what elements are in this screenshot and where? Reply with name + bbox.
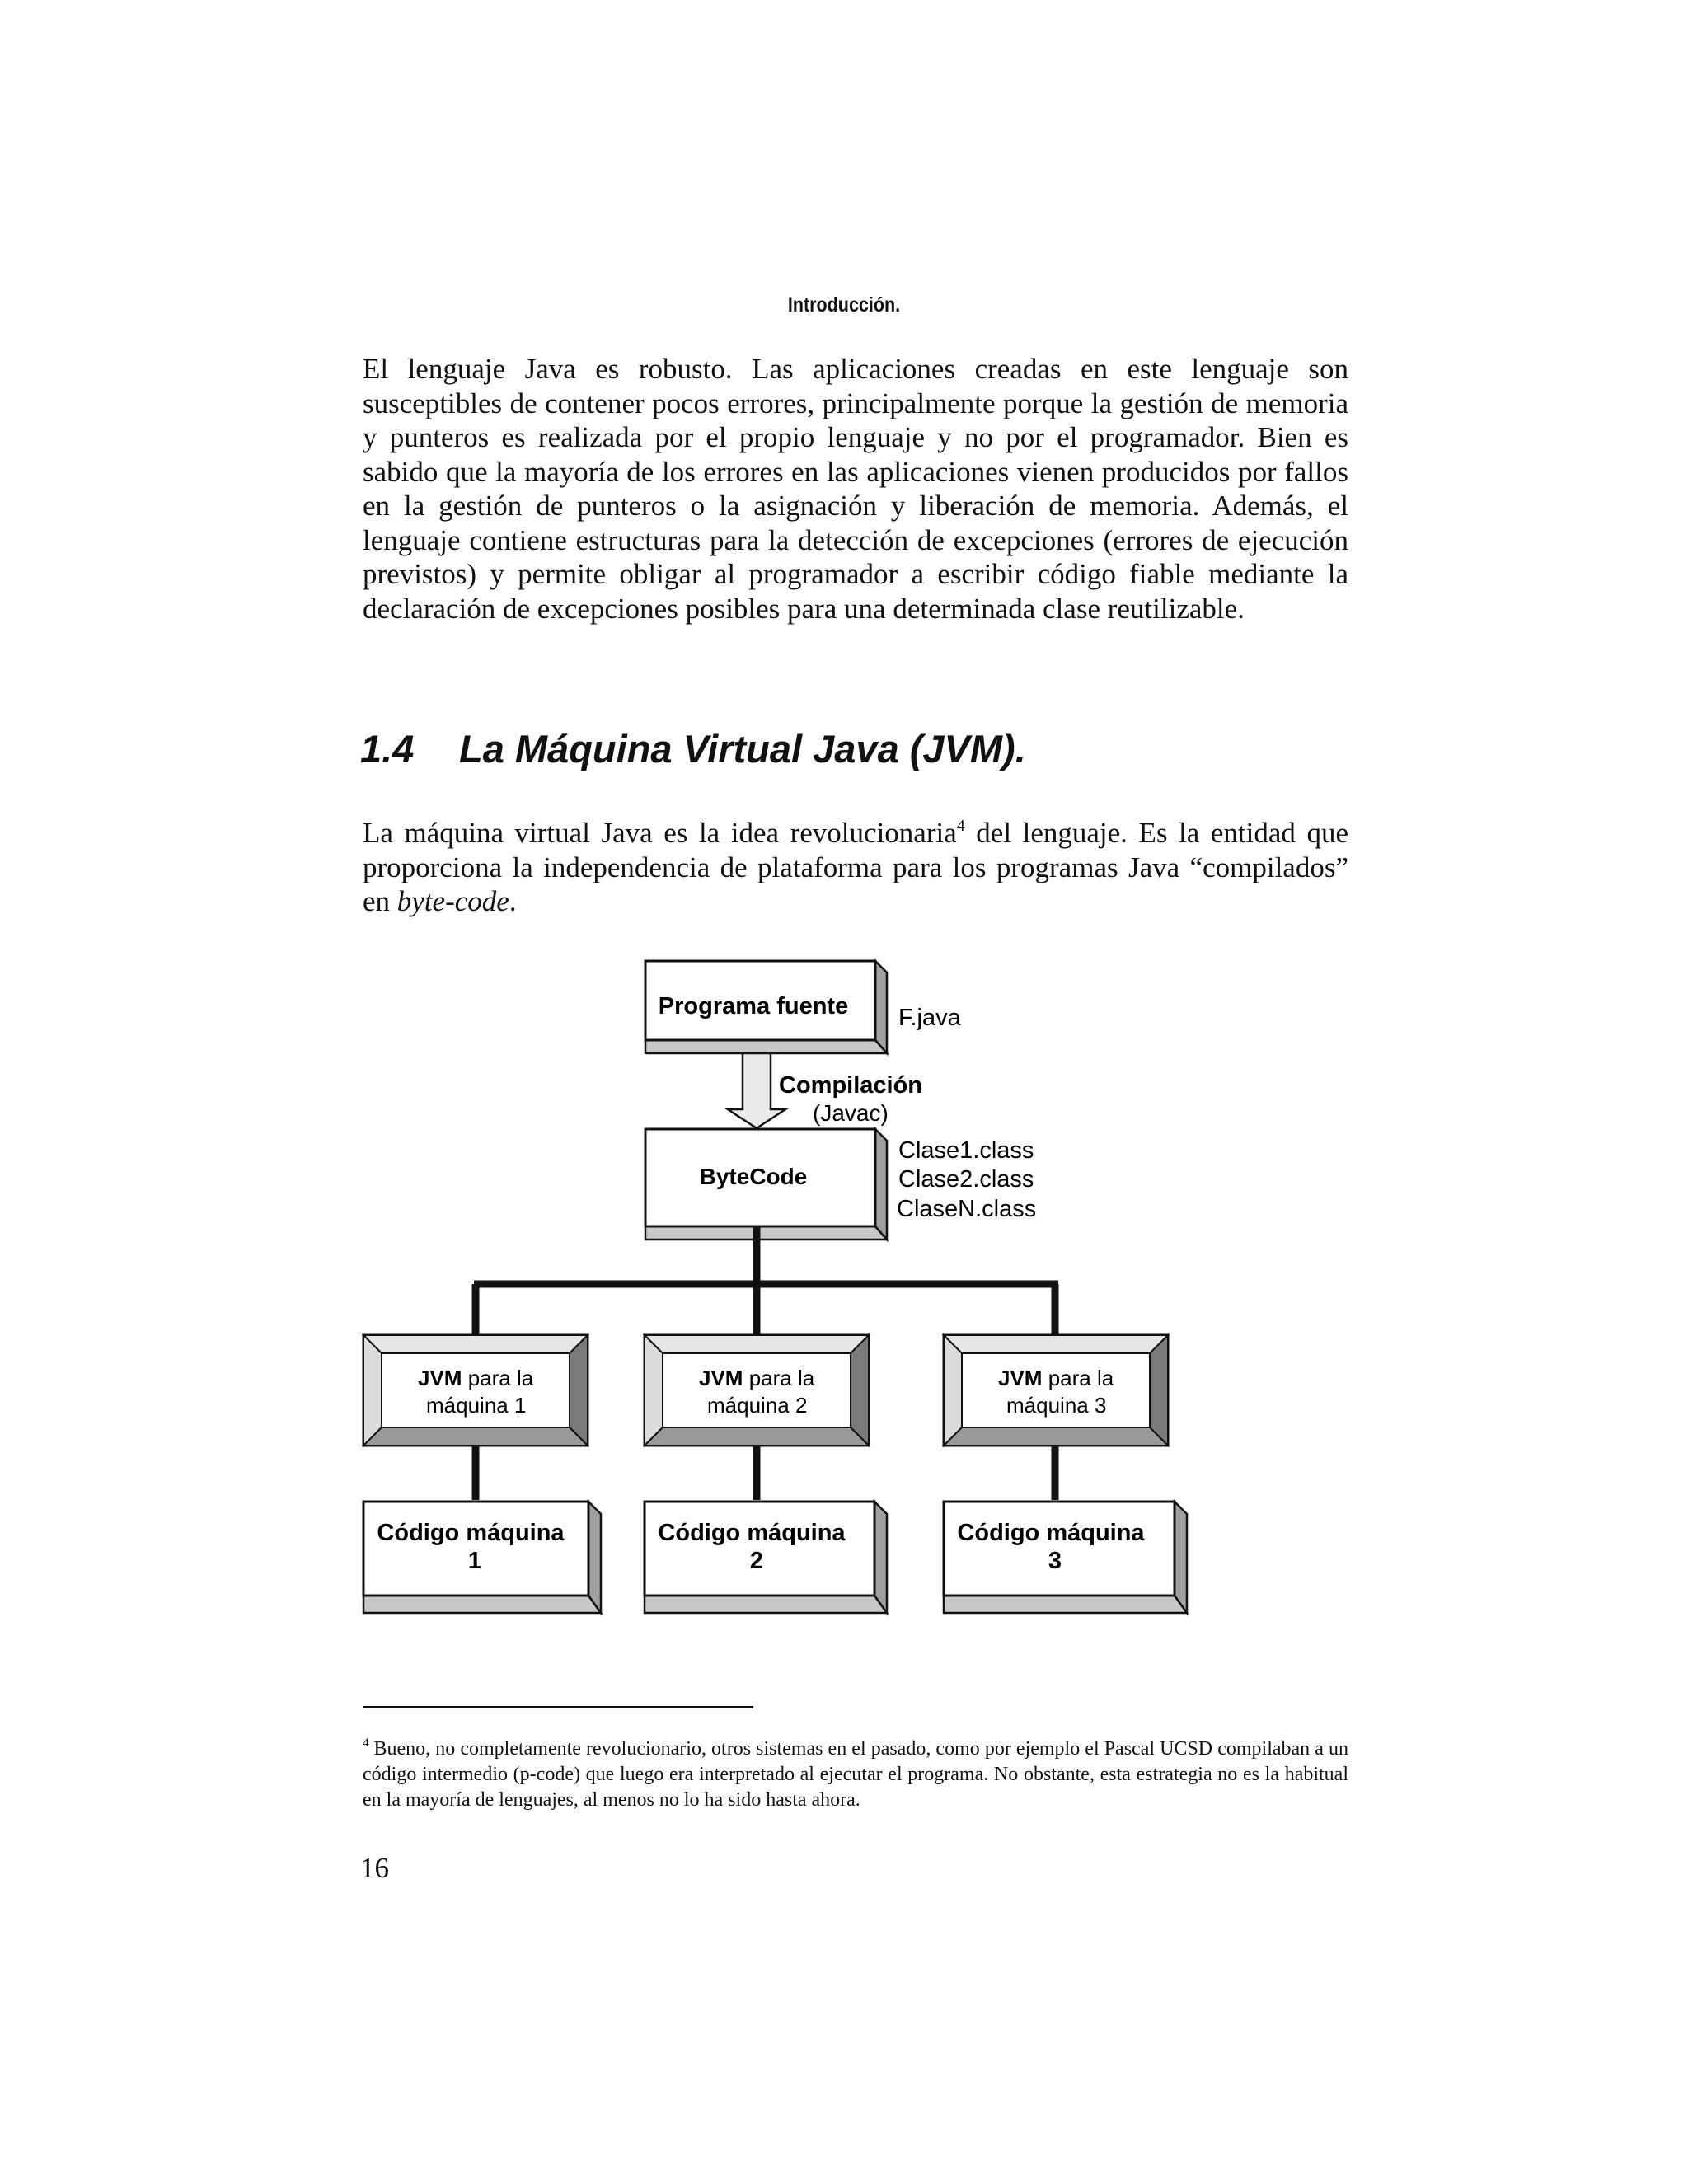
jvm-box-3 — [944, 1335, 1168, 1446]
machine-code-label: Código máquina — [377, 1520, 565, 1546]
running-header: Introducción. — [787, 293, 901, 316]
svg-text:JVM para la — [998, 1366, 1114, 1390]
footnote-separator — [363, 1706, 753, 1708]
footnote-text: Bueno, no completamente revolucionario, otros sistemas en el pasado, como por ejemplo el Pascal UCSD compilaban a un código intermedio (p-code) que luego era interpretado al ejecutar el programa. No obstante, esta estrategia no es la habitual en la mayoría de lenguajes, al menos no lo ha sido hasta ahora. — [363, 1738, 1348, 1811]
jvm-label: JVM — [998, 1366, 1043, 1390]
jvm-for-label: para la — [1042, 1366, 1114, 1390]
section-number: 1.4 — [360, 727, 415, 771]
compilation-arrow — [728, 1053, 785, 1128]
bytecode-box — [645, 1129, 887, 1240]
machine-code-label: Código máquina — [658, 1520, 846, 1546]
svg-text:JVM para la — [418, 1366, 534, 1390]
jvm-for-label: para la — [462, 1366, 534, 1390]
footnote — [363, 1736, 1348, 1813]
machine-code-number: 2 — [749, 1548, 764, 1574]
jvm-box-2 — [645, 1335, 869, 1446]
jvm-machine-label: máquina 2 — [707, 1393, 808, 1418]
jvm-label: JVM — [418, 1366, 462, 1390]
machine-code-box-1 — [363, 1502, 601, 1613]
bytecode-label: ByteCode — [699, 1164, 808, 1189]
footnote-reference: 4 — [956, 817, 965, 835]
body-paragraph-robustness: El lenguaje Java es robusto. Las aplicaciones creadas en este lenguaje son susceptibles de contener pocos errores, principalmente porque la gestión de memoria y punteros es realizada por el propio lenguaje y no por el programador. Bien es sabido que la mayoría de los errores en las aplicaciones vienen producidos por fallos en la gestión de punteros o la asignación y liberación de memoria. Además, el lenguaje contiene estructuras para la detección de excepciones (errores de ejecución previstos) y permite obligar al programador a escribir código fiable mediante la declaración de excepciones posibles para una determinada clase reutilizable. — [363, 353, 1348, 625]
jvm-machine-label: máquina 3 — [1006, 1393, 1107, 1418]
machine-code-box-3 — [944, 1502, 1187, 1613]
class-file-n: ClaseN.class — [897, 1196, 1037, 1222]
paragraph-text-part: . — [509, 885, 517, 917]
machine-code-label: Código máquina — [957, 1520, 1145, 1546]
class-file-2: Clase2.class — [898, 1166, 1034, 1193]
svg-text:JVM para la — [699, 1366, 815, 1390]
jvm-label: JVM — [699, 1366, 743, 1390]
source-program-label: Programa fuente — [658, 993, 849, 1019]
compiler-label: (Javac) — [813, 1100, 889, 1126]
section-title: La Máquina Virtual Java (JVM). — [459, 727, 1026, 771]
paragraph-text-part: La máquina virtual Java es la idea revolucionaria — [363, 817, 957, 849]
jvm-machine-label: máquina 1 — [426, 1393, 527, 1418]
paragraph-text-part: del lenguaje. Es la entidad que proporciona la independencia de plataforma para los programas Java “compilados” en — [363, 817, 1348, 917]
machine-code-box-2 — [645, 1502, 887, 1613]
machine-code-number: 3 — [1048, 1548, 1062, 1574]
jvm-for-label: para la — [743, 1366, 815, 1390]
source-file-label: F.java — [898, 1005, 961, 1031]
compilation-label: Compilación — [779, 1072, 923, 1099]
jvm-box-1 — [363, 1335, 588, 1446]
class-file-1: Clase1.class — [898, 1137, 1034, 1164]
page-number: 16 — [360, 1852, 389, 1884]
emphasized-term: byte-code — [396, 885, 509, 917]
footnote-number: 4 — [363, 1736, 369, 1750]
machine-code-number: 1 — [467, 1548, 482, 1574]
source-program-box — [645, 961, 887, 1053]
